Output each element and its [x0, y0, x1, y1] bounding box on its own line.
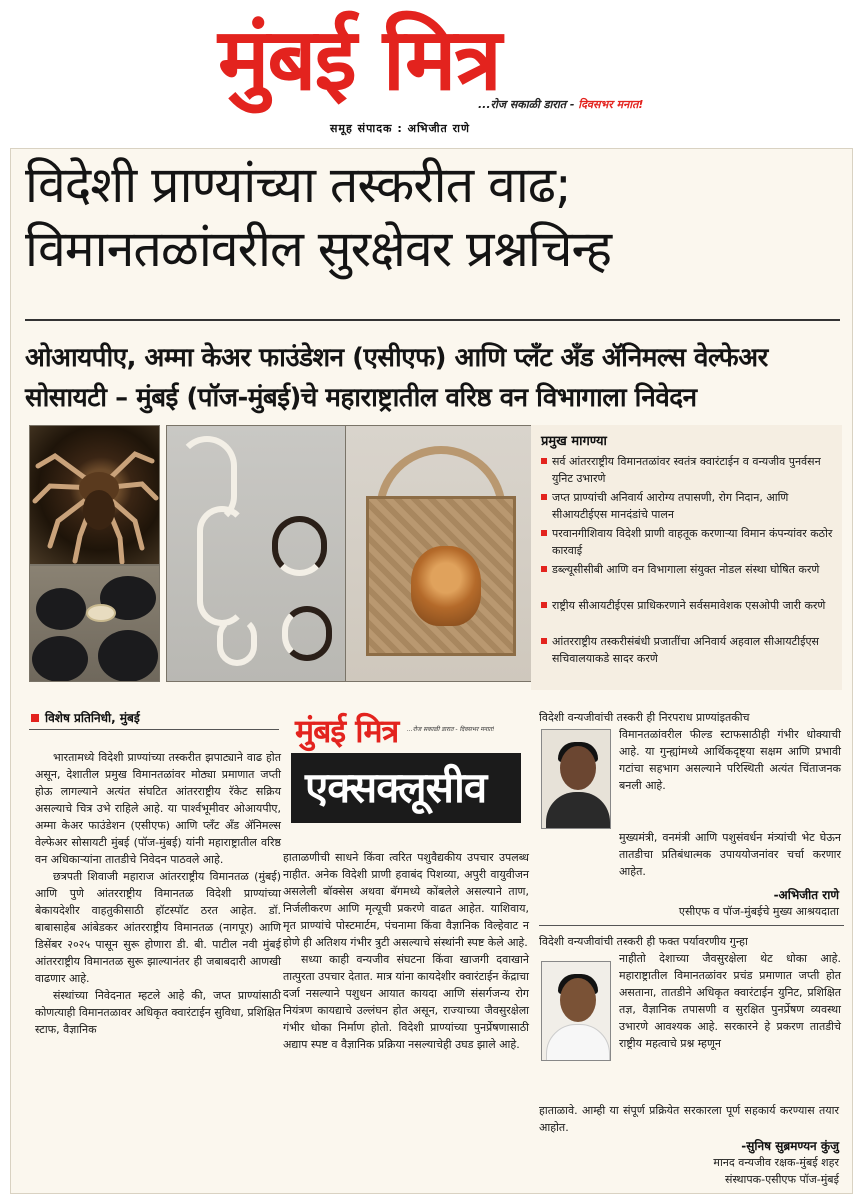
subheadline-line-1: ओआयपीए, अम्मा केअर फाउंडेशन (एसीएफ) आणि प्लँट अँड ॲनिमल्स वेल्फेअर: [25, 343, 768, 373]
headline-divider: [25, 319, 840, 321]
demand-item-3: परवानगीशिवाय विदेशी प्राणी वाहतूक करणाऱ्या विमान कंपन्यांवर कठोर कारवाई: [541, 525, 841, 559]
tagline-part1: ...रोज सकाळी डारात -: [478, 98, 579, 111]
quote-1-signature: -अभिजीत राणे: [773, 888, 839, 902]
quote-divider: [539, 925, 844, 926]
demand-item-1: सर्व आंतरराष्ट्रीय विमानतळांवर स्वतंत्र क्वारंटाईन व वन्यजीव पुनर्वसन युनिट उभारणे: [541, 453, 841, 487]
snakes-photo: [166, 425, 346, 682]
byline-divider: [29, 729, 279, 730]
quote-1-text-top: विदेशी वन्यजीवांची तस्करी ही निरपराध प्राण्यांइतकीच: [539, 711, 750, 724]
portrait-face: [560, 978, 596, 1022]
exclusive-logo: मुंबई मित्र: [295, 712, 399, 750]
monkey-photo: [345, 425, 533, 682]
demand-item-4: डब्ल्यूसीसीबी आणि वन विभागाला संयुक्त नोडल संस्था घोषित करणे: [541, 561, 841, 578]
portrait-abhijeet-rane: [541, 729, 611, 829]
feed-bowl: [86, 604, 116, 622]
quote-1-text-bottom: मुख्यमंत्री, वनमंत्री आणि पशुसंवर्धन मंत्र्यांची भेट घेऊन तातडीचा प्रतिबंधात्मक उपाययोजनांवर चर्चा करणार आहेत.: [619, 831, 841, 878]
quote-box-sunish-kunju: [539, 933, 844, 1153]
quote-2-text-side: नाहीतो देशाच्या जैवसुरक्षेला थेट धोका आहे. महाराष्ट्रातील विमानतळांवर प्रचंड प्रमाणात जप्ती होत असताना, तातडीने अधिकृत क्वारंटाईन युनिट, प्रशिक्षित तज्ञ, वैज्ञानिक तपासणी व सुरक्षित पुनर्प्रेषण व्यवस्था उभारणे आवश्यक आहे. सरकारने हे प्रकरण तातडीचे राष्ट्रीय महत्वाचे प्रश्न म्हणून: [619, 952, 841, 1050]
byline-marker-icon: [31, 714, 39, 722]
patterned-snake: [272, 516, 327, 576]
chick: [32, 636, 88, 682]
group-editor: समूह संपादक : अभिजीत राणे: [330, 122, 470, 135]
quote-1-designation: एसीएफ व पॉज-मुंबईचे मुख्य आश्रयदाता: [678, 905, 839, 918]
byline: [31, 709, 140, 726]
paragraph: छत्रपती शिवाजी महाराज आंतरराष्ट्रीय विमानतळ (मुंबई) आणि पुणे आंतरराष्ट्रीय विमानतळ विदेशी प्राण्यांच्या बेकायदेशीर वाहतुकीसाठी हॉटस्पॉट ठरत आहेत. डॉ. बाबासाहेब आंबेडकर आंतरराष्ट्रीय विमानतळ (नागपूर) आणि डिसेंबर २०२५ पासून सुरू होणारा डी. बी. पाटील नवी मुंबई आंतरराष्ट्रीय विमानतळ सुरू झाल्यानंतर ही जबाबदारी आणखी वाढणार आहे.: [35, 870, 281, 985]
quote-box-abhijeet-rane: [539, 709, 844, 899]
quote-2-designation-2: संस्थापक-एसीएफ पॉज-मुंबई: [725, 1173, 839, 1186]
tarantula-icon: [30, 426, 160, 565]
white-snake: [217, 616, 257, 666]
chick: [98, 630, 158, 682]
chick: [36, 588, 86, 630]
tarantula-photo: [29, 425, 160, 565]
quote-2-text-top: विदेशी वन्यजीवांची तस्करी ही फक्त पर्यावरणीय गुन्हा: [539, 935, 748, 948]
portrait-shirt: [546, 792, 610, 829]
exclusive-band: [291, 753, 521, 823]
demand-item-5: राष्ट्रीय सीआयटीईएस प्राधिकरणाने सर्वसमावेशक एसओपी जारी करणे: [541, 597, 841, 614]
portrait-sunish-kunju: [541, 961, 611, 1061]
tagline-part2: दिवसभर मनात!: [578, 98, 644, 111]
portrait-shirt: [546, 1024, 610, 1061]
patterned-snake: [282, 606, 332, 661]
headline: [25, 153, 611, 281]
quote-2-signature: -सुनिष सुब्रमण्यन कुंजु: [741, 1139, 839, 1153]
masthead: [0, 0, 863, 140]
quote-2-text-bottom: हाताळावे. आम्ही या संपूर्ण प्रक्रियेत सरकारला पूर्ण सहकार्य करण्यास तयार आहोत.: [539, 1104, 839, 1134]
chicks-photo: [29, 565, 160, 682]
subheadline-line-2: सोसायटी – मुंबई (पॉज-मुंबई)चे महाराष्ट्रातील वरिष्ठ वन विभागाला निवेदन: [25, 383, 697, 413]
monkey: [411, 546, 481, 626]
exclusive-tagline: ...रोज सकाळी डारात - दिवसभर मनात!: [407, 726, 495, 733]
quote-2-designation-1: मानद वन्यजीव रक्षक-मुंबई शहर: [713, 1156, 839, 1169]
article-column-2: [283, 849, 529, 1053]
byline-text: विशेष प्रतिनिधी, मुंबई: [45, 711, 140, 725]
newspaper-logo: मुंबई मित्र: [218, 10, 500, 110]
exclusive-badge: [283, 707, 529, 835]
demand-item-2: जप्त प्राण्यांची अनिवार्य आरोग्य तपासणी, रोग निदान, आणि सीआयटीईएस मानदंडांचे पालन: [541, 489, 841, 523]
portrait-face: [560, 746, 596, 790]
headline-line-2: विमानतळांवरील सुरक्षेवर प्रश्नचिन्ह: [25, 220, 612, 278]
paragraph: संस्थांच्या निवेदनात म्हटले आहे की, जप्त प्राण्यांसाठी कोणत्याही विमानतळावर अधिकृत क्वारंटाईन सुविधा, प्रशिक्षित स्टाफ, वैज्ञानिक: [35, 989, 281, 1036]
exclusive-word: एक्सक्लूसीव: [305, 763, 487, 812]
key-demands-title: प्रमुख मागण्या: [541, 434, 607, 449]
demand-item-6: आंतरराष्ट्रीय तस्करीसंबंधी प्रजातींचा अनिवार्य अहवाल सीआयटीईएस सचिवालयाकडे सादर करणे: [541, 633, 841, 667]
subheadline: [25, 338, 768, 418]
article-page: [10, 148, 853, 1194]
key-demands-box: [531, 425, 842, 690]
tagline: [478, 97, 643, 112]
white-snake: [197, 506, 247, 626]
quote-1-text-side: विमानतळांवरील फील्ड स्टाफसाठीही गंभीर धोक्याची आहे. या गुन्ह्यांमध्ये आर्थिकदृष्ट्या सक्षम आणि प्रभावी गटांचा सहभाग असल्याने परिस्थिती अत्यंत चिंताजनक बनली आहे.: [619, 728, 841, 792]
headline-line-1: विदेशी प्राण्यांच्या तस्करीत वाढ;: [25, 156, 571, 214]
paragraph: सध्या काही वन्यजीव संघटना किंवा खाजगी दवाखाने तात्पुरता उपचार देतात. मात्र यांना कायदेशीर क्वारंटाईन केंद्राचा दर्जा नसल्याने पशुधन आयात कायदा आणि संसर्गजन्य रोग नियंत्रण कायद्याचे उल्लंघन होत असून, राज्याच्या जैवसुरक्षेला गंभीर धोका निर्माण होतो. विदेशी प्राण्यांच्या पुनर्प्रेषणासाठी अद्याप स्पष्ट व वैज्ञानिक प्रक्रिया नसल्याचेही उघड झाले आहे.: [283, 953, 529, 1051]
paragraph: भारतामध्ये विदेशी प्राण्यांच्या तस्करीत झपाट्याने वाढ होत असून, देशातील प्रमुख विमानतळांवर मोठ्या प्रमाणात जप्ती होऊ लागल्याने अत्यंत संघटित आंतरराष्ट्रीय रॅकेट सक्रिय असल्याचे चित्र उभे राहिले आहे. या पार्श्वभूमीवर ओआयपीए, अम्मा केअर फाउंडेशन (एसीएफ) आणि प्लँट अँड ॲनिमल्स वेल्फेअर सोसायटी मुंबई (पॉज-मुंबई) यांनी महाराष्ट्रातील वरिष्ठ वन अधिकाऱ्यांना तातडीचे निवेदन पाठवले आहे.: [35, 751, 281, 866]
paragraph: हाताळणीची साधने किंवा त्वरित पशुवैद्यकीय उपचार उपलब्ध नाहीत. अनेक विदेशी प्राणी हवाबंद पिशव्या, अपुरी वायुवीजन असलेली बॉक्सेस अथवा बॅगमध्ये कोंबलेले असल्याने ताण, निर्जलीकरण आणि मृत्यूची प्रकरणे वाढत आहेत. याशिवाय, मृत प्राण्यांचे पोस्टमार्टम, पंचनामा किंवा वैज्ञानिक विल्हेवाट न होणे ही अतिशय गंभीर त्रुटी असल्याचे संस्थांनी स्पष्ट केले आहे.: [283, 851, 529, 949]
article-column-1: [35, 749, 281, 1038]
